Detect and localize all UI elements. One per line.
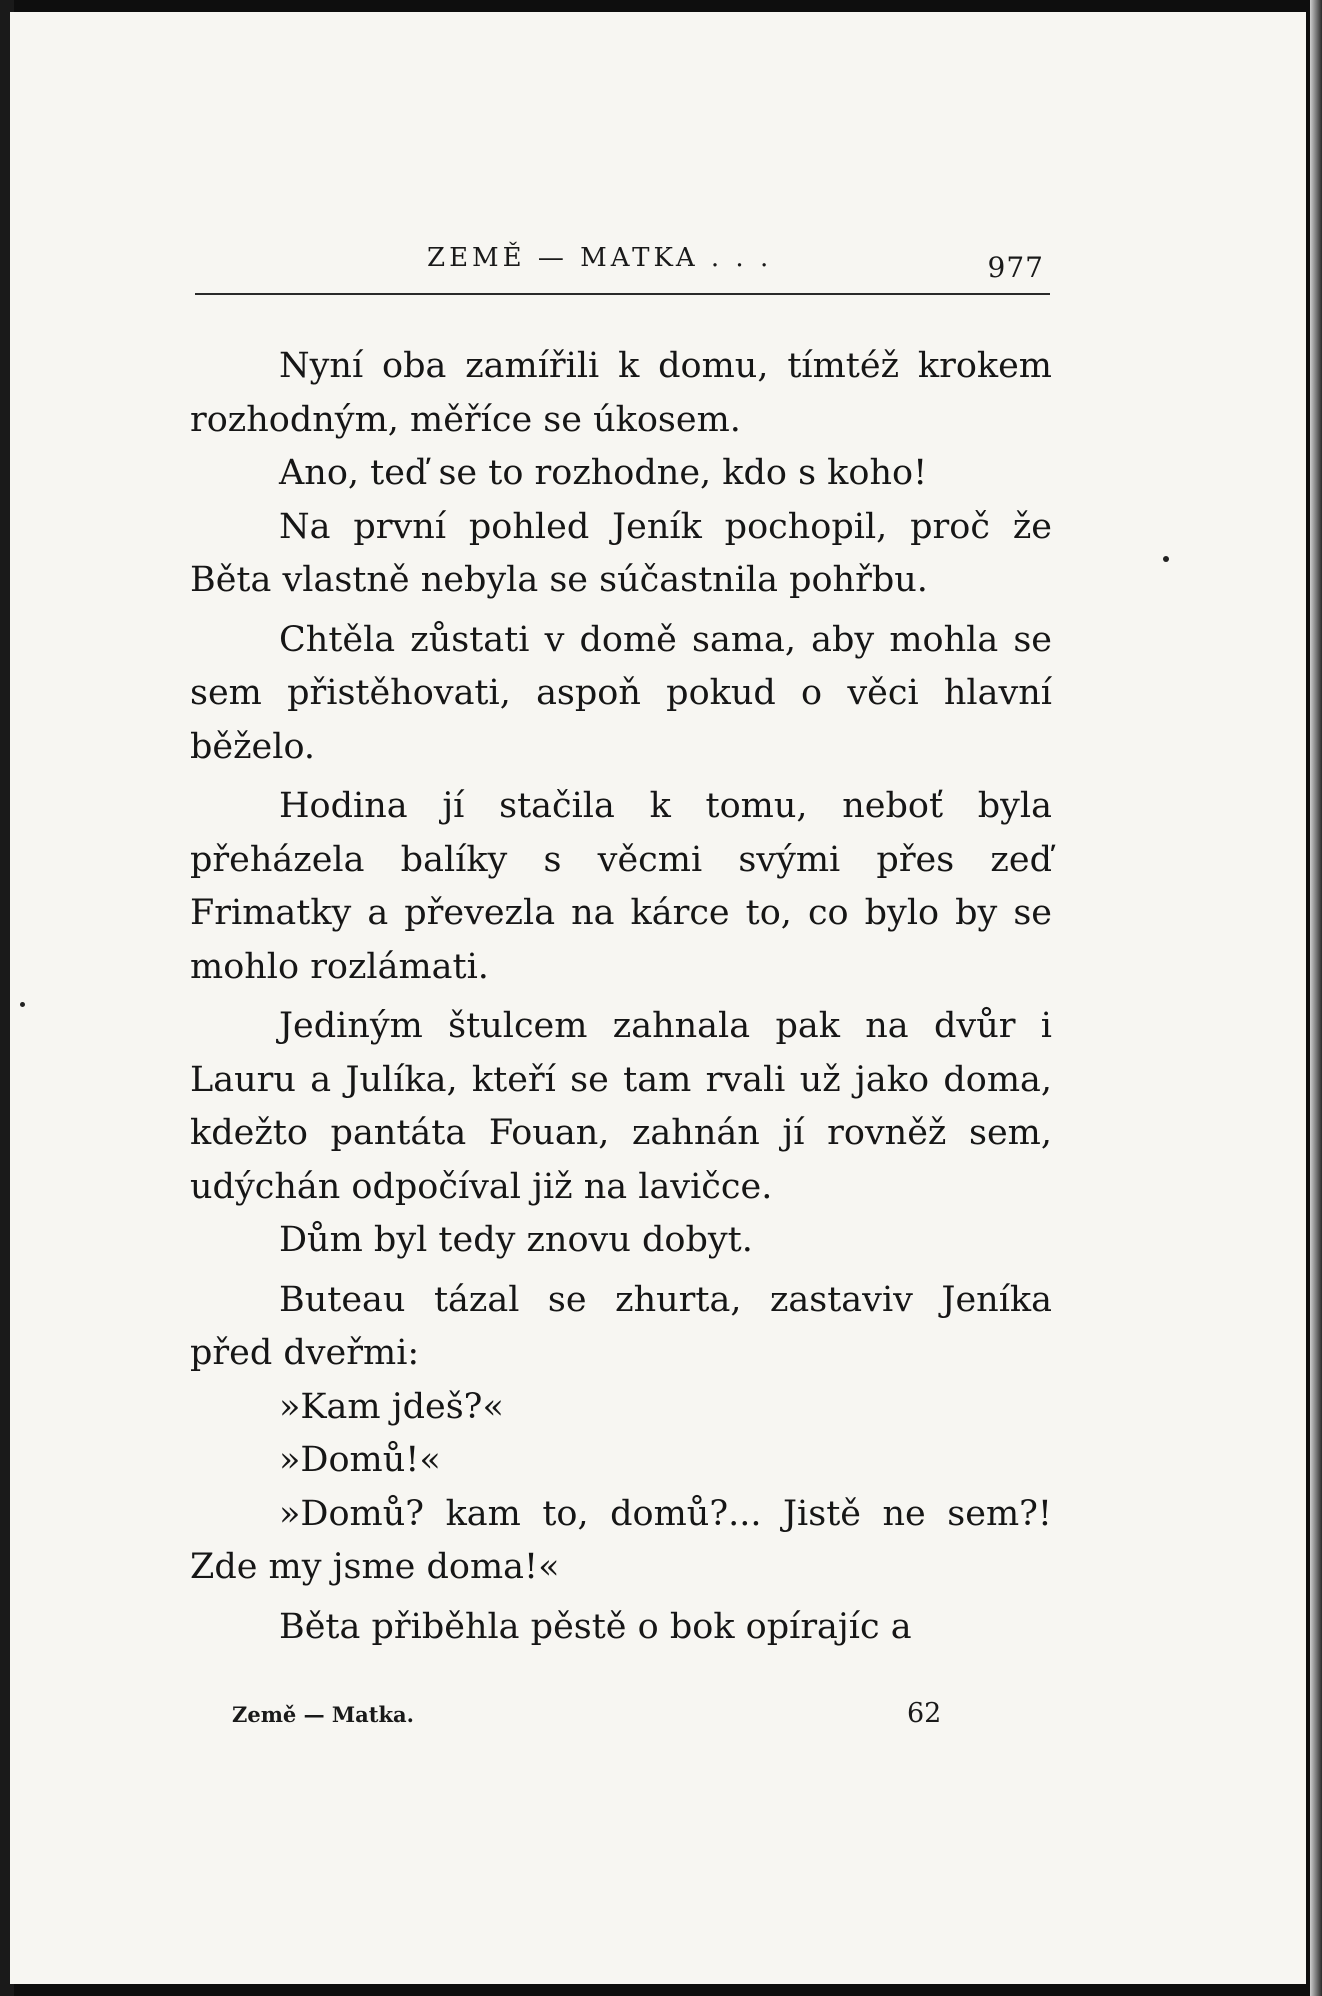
body-text (190, 340, 1052, 1654)
header-rule (195, 293, 1050, 295)
paragraph: Běta přiběhla pěstě o bok opírajíc a (279, 1606, 912, 1647)
paragraph: Dům byl tedy znovu dobyt. (279, 1220, 753, 1260)
paragraph: »Domů? kam to, domů?... Jistě ne sem?! Zde my jsme doma!« (190, 1493, 1052, 1587)
paragraph: »Domů!« (279, 1440, 441, 1480)
scan-speck (1163, 556, 1169, 562)
scan-speck (20, 1002, 25, 1007)
paragraph: Hodina jí stačila k tomu, neboť byla přeházela balíky s věcmi svými přes zeď Frimatky a převezla na kárce to, co bylo by se mohlo rozlámati. (190, 786, 1052, 987)
page-number: 977 (987, 251, 1044, 284)
paragraph: Buteau tázal se zhurta, zastaviv Jeníka před dveřmi: (190, 1279, 1052, 1373)
running-title: ZEMĚ — MATKA . . . (427, 243, 773, 273)
paragraph: Nyní oba zamířili k domu, tímtéž krokem rozhodným, měříce se úkosem. (190, 346, 1052, 440)
paragraph: »Kam jdeš?« (279, 1386, 504, 1427)
paragraph: Jediným štulcem zahnala pak na dvůr i Lauru a Julíka, kteří se tam rvali už jako doma, kdežto pantáta Fouan, zahnán jí rovněž sem, udýchán odpočíval již na lavičce. (190, 1006, 1052, 1207)
sheet-number: 62 (907, 1698, 942, 1729)
paragraph: Chtěla zůstati v domě sama, aby mohla se sem přistěhovati, aspoň pokud o věci hlavní běželo. (190, 619, 1052, 767)
paragraph: Na první pohled Jeník pochopil, proč že Běta vlastně nebyla se súčastnila pohřbu. (190, 506, 1052, 600)
paragraph: Ano, teď se to rozhodne, kdo s koho! (279, 453, 928, 493)
page-header (195, 235, 1050, 295)
signature-mark: Země — Matka. (232, 1702, 414, 1727)
scan-edge-right (1310, 0, 1322, 1996)
